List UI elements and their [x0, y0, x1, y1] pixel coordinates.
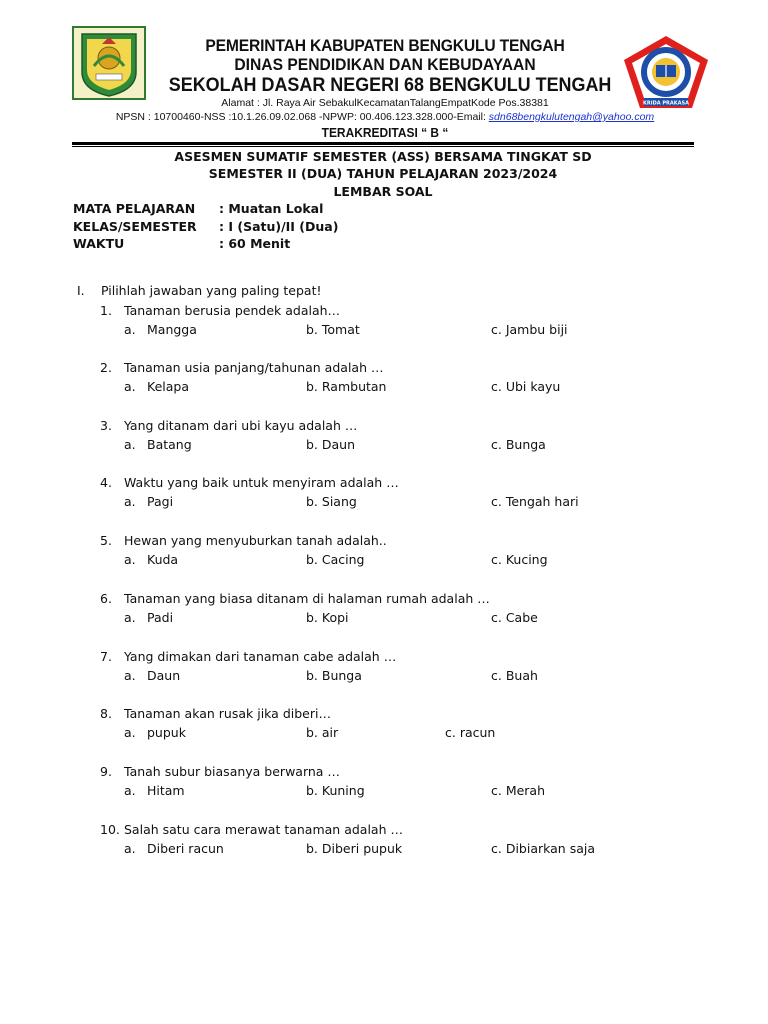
question-text: Hewan yang menyuburkan tanah adalah.. [124, 533, 387, 548]
info-label: KELAS/SEMESTER [73, 219, 197, 234]
exam-title: ASESMEN SUMATIF SEMESTER (ASS) BERSAMA TINGKAT SD [174, 149, 592, 164]
option-a: Pagi [147, 494, 174, 509]
question-text: Waktu yang baik untuk menyiram adalah … [124, 475, 399, 490]
info-value: : Muatan Lokal [219, 201, 324, 216]
option-a: pupuk [147, 725, 186, 740]
header-school-name: SEKOLAH DASAR NEGERI 68 BENGKULU TENGAH [168, 74, 612, 96]
question-text: Yang ditanam dari ubi kayu adalah … [124, 418, 358, 433]
question-1 [0, 303, 768, 343]
info-label: MATA PELAJARAN [73, 201, 196, 216]
option-b: b. air [306, 725, 339, 740]
option-b: b. Kuning [306, 783, 365, 798]
header-government: PEMERINTAH KABUPATEN BENGKULU TENGAH [205, 36, 565, 55]
option-c: c. Bunga [491, 437, 546, 452]
header-divider-thin [72, 146, 694, 147]
question-number: 10. [100, 822, 120, 837]
school-emblem-logo [622, 34, 710, 110]
option-a-label: a. [124, 437, 136, 452]
option-c: c. Jambu biji [491, 322, 568, 337]
option-a-label: a. [124, 494, 136, 509]
question-10 [0, 822, 768, 862]
option-a: Batang [147, 437, 192, 452]
option-a-label: a. [124, 783, 136, 798]
header-identifiers [100, 111, 670, 123]
question-8 [0, 706, 768, 746]
header-ids-text: NPSN : 10700460-NSS :10.1.26.09.02.068 -NPWP: 00.406.123.328.000-Email: [115, 111, 489, 123]
question-text: Tanaman usia panjang/tahunan adalah … [124, 360, 384, 375]
question-3 [0, 418, 768, 458]
option-a-label: a. [124, 725, 136, 740]
question-text: Salah satu cara merawat tanaman adalah … [124, 822, 403, 837]
info-value: : 60 Menit [219, 236, 291, 251]
question-number: 1. [100, 303, 112, 318]
option-a-label: a. [124, 552, 136, 567]
option-c: c. Tengah hari [491, 494, 579, 509]
header-divider-thick [72, 142, 694, 145]
question-7 [0, 649, 768, 689]
exam-semester: SEMESTER II (DUA) TAHUN PELAJARAN 2023/2024 [208, 166, 558, 181]
exam-sheet-label: LEMBAR SOAL [333, 184, 433, 199]
header-address: Alamat : Jl. Raya Air SebakulKecamatanTalangEmpatKode Pos.38381 [221, 97, 549, 109]
option-b: b. Cacing [306, 552, 365, 567]
question-text: Tanaman akan rusak jika diberi… [124, 706, 331, 721]
option-a-label: a. [124, 841, 136, 856]
option-a: Daun [147, 668, 181, 683]
question-text: Yang dimakan dari tanaman cabe adalah … [124, 649, 397, 664]
option-a-label: a. [124, 379, 136, 394]
option-c: c. Kucing [491, 552, 548, 567]
question-4 [0, 475, 768, 515]
option-c: c. Merah [491, 783, 546, 798]
option-c: c. Buah [491, 668, 538, 683]
header-accreditation: TERAKREDITASI “ B “ [321, 125, 449, 140]
question-2 [0, 360, 768, 400]
option-b: b. Rambutan [306, 379, 387, 394]
option-a: Padi [147, 610, 174, 625]
option-a: Kuda [147, 552, 179, 567]
question-number: 4. [100, 475, 112, 490]
option-b: b. Kopi [306, 610, 349, 625]
question-number: 8. [100, 706, 112, 721]
option-c: c. Dibiarkan saja [491, 841, 596, 856]
emblem-motto: KRIDA PRAKASA [643, 100, 689, 107]
option-b: b. Bunga [306, 668, 362, 683]
question-text: Tanaman yang biasa ditanam di halaman rumah adalah … [124, 591, 490, 606]
question-number: 5. [100, 533, 112, 548]
option-a-label: a. [124, 322, 136, 337]
question-number: 7. [100, 649, 112, 664]
instruction-text: Pilihlah jawaban yang paling tepat! [101, 283, 322, 298]
question-number: 6. [100, 591, 112, 606]
option-a: Diberi racun [147, 841, 224, 856]
option-b: b. Tomat [306, 322, 360, 337]
info-label: WAKTU [73, 236, 125, 251]
option-b: b. Daun [306, 437, 356, 452]
option-b: b. Diberi pupuk [306, 841, 403, 856]
header-department: DINAS PENDIDIKAN DAN KEBUDAYAAN [234, 55, 536, 74]
option-c: c. racun [445, 725, 496, 740]
section-number: I. [77, 283, 85, 298]
email-link[interactable]: sdn68bengkulutengah@yahoo.com [488, 111, 655, 123]
question-5 [0, 533, 768, 573]
info-value: : I (Satu)/II (Dua) [219, 219, 339, 234]
option-a: Kelapa [147, 379, 189, 394]
question-text: Tanah subur biasanya berwarna … [124, 764, 340, 779]
question-text: Tanaman berusia pendek adalah… [124, 303, 341, 318]
option-a: Mangga [147, 322, 197, 337]
option-c: c. Cabe [491, 610, 538, 625]
option-b: b. Siang [306, 494, 357, 509]
option-a-label: a. [124, 610, 136, 625]
question-number: 2. [100, 360, 112, 375]
question-9 [0, 764, 768, 804]
question-number: 9. [100, 764, 112, 779]
regency-crest-logo [72, 26, 146, 100]
option-a-label: a. [124, 668, 136, 683]
option-a: Hitam [147, 783, 185, 798]
question-number: 3. [100, 418, 112, 433]
question-6 [0, 591, 768, 631]
option-c: c. Ubi kayu [491, 379, 561, 394]
